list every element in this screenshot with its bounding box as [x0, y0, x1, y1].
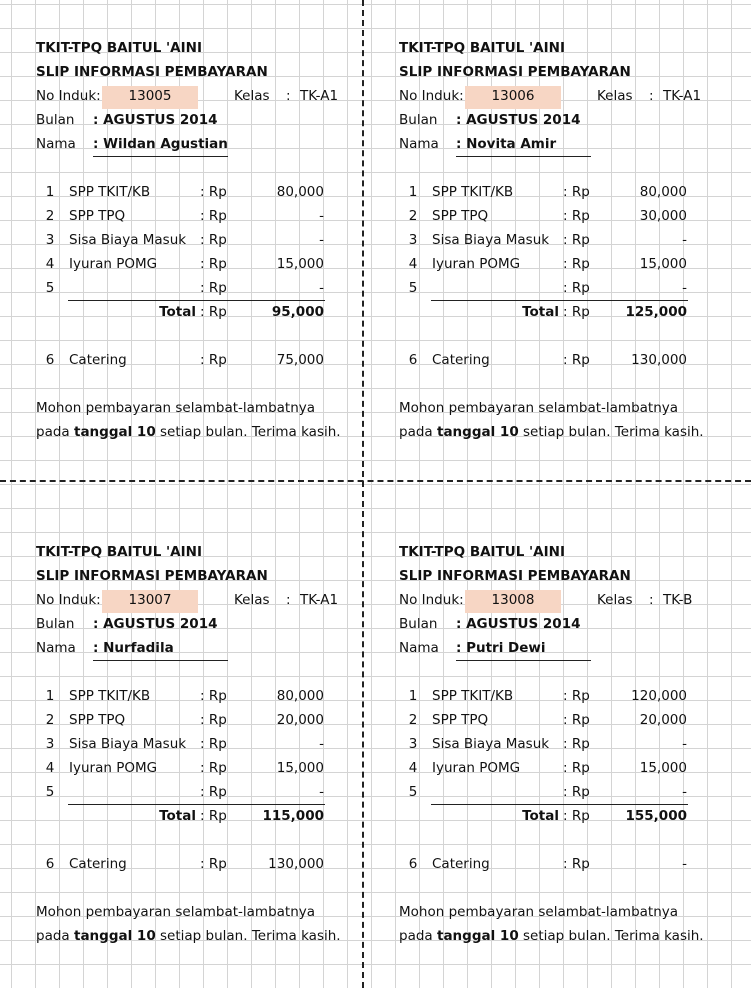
row-currency: : Rp: [200, 256, 227, 272]
row-amount: 15,000: [639, 256, 687, 272]
row-item: Sisa Biaya Masuk: [69, 736, 187, 752]
row-item: Iyuran POMG: [432, 760, 521, 776]
row-currency: : Rp: [563, 688, 590, 704]
row-currency: : Rp: [200, 736, 227, 752]
total-label: Total: [159, 304, 196, 320]
horizontal-cut-line: [0, 480, 751, 482]
slip-heading: SLIP INFORMASI PEMBAYARAN: [36, 64, 268, 80]
kelas-label: Kelas: [234, 592, 270, 608]
nama-label: Nama: [36, 136, 76, 152]
bulan-label: Bulan: [399, 616, 438, 632]
row-number: 3: [408, 232, 418, 248]
nama-underline: [456, 660, 591, 661]
row-currency: : Rp: [563, 736, 590, 752]
row-number: 1: [408, 688, 418, 704]
total-currency: : Rp: [563, 304, 590, 320]
row-amount: -: [319, 784, 324, 800]
row-number: 1: [45, 688, 55, 704]
row-currency: : Rp: [563, 184, 590, 200]
row-currency: : Rp: [200, 208, 227, 224]
total-amount: 115,000: [262, 808, 324, 824]
bulan-label: Bulan: [36, 616, 75, 632]
row-item: SPP TPQ: [69, 208, 126, 224]
row-item: Iyuran POMG: [432, 256, 521, 272]
row-number: 1: [408, 184, 418, 200]
note-pada: pada: [399, 424, 437, 440]
catering-currency: : Rp: [200, 352, 227, 368]
row-amount: -: [682, 784, 687, 800]
nama-underline: [93, 660, 228, 661]
catering-currency: : Rp: [200, 856, 227, 872]
catering-item: Catering: [432, 352, 490, 368]
row-amount: -: [319, 232, 324, 248]
row-number: 5: [45, 280, 55, 296]
row-number: 5: [45, 784, 55, 800]
catering-item: Catering: [432, 856, 490, 872]
bulan-value: : AGUSTUS 2014: [93, 616, 218, 632]
payment-note-line1: Mohon pembayaran selambat-lambatnya: [399, 904, 679, 920]
nama-value: : Putri Dewi: [456, 640, 546, 656]
catering-number: 6: [408, 856, 418, 872]
row-number: 4: [45, 256, 55, 272]
kelas-value: TK-B: [663, 592, 693, 608]
row-amount: 15,000: [639, 760, 687, 776]
row-currency: : Rp: [200, 280, 227, 296]
kelas-colon: :: [286, 88, 291, 104]
payment-note-line2: [36, 421, 341, 443]
note-thanks: setiap bulan. Terima kasih.: [518, 928, 704, 944]
row-number: 2: [408, 208, 418, 224]
row-item: Iyuran POMG: [69, 760, 158, 776]
row-number: 3: [45, 232, 55, 248]
no-induk-value: 13007: [128, 592, 172, 608]
payment-note-line2: [399, 421, 704, 443]
no-induk-value: 13005: [128, 88, 172, 104]
total-amount: 95,000: [271, 304, 324, 320]
slip-heading: SLIP INFORMASI PEMBAYARAN: [36, 568, 268, 584]
row-amount: -: [682, 736, 687, 752]
row-currency: : Rp: [200, 688, 227, 704]
nama-value: : Wildan Agustian: [93, 136, 228, 152]
school-name: TKIT-TPQ BAITUL 'AINI: [399, 544, 565, 560]
row-number: 1: [45, 184, 55, 200]
catering-amount: 75,000: [276, 352, 324, 368]
nama-value: : Novita Amir: [456, 136, 557, 152]
total-amount: 125,000: [625, 304, 687, 320]
catering-number: 6: [45, 856, 55, 872]
payment-note-line2: [399, 925, 704, 947]
nama-value: : Nurfadila: [93, 640, 174, 656]
note-pada: pada: [36, 928, 74, 944]
kelas-value: TK-A1: [300, 88, 339, 104]
payment-slip: [399, 518, 729, 968]
kelas-label: Kelas: [597, 88, 633, 104]
row-amount: 20,000: [639, 712, 687, 728]
row-number: 5: [408, 784, 418, 800]
row-amount: 15,000: [276, 256, 324, 272]
total-label: Total: [522, 304, 559, 320]
row-item: SPP TPQ: [432, 208, 489, 224]
total-currency: : Rp: [200, 808, 227, 824]
total-currency: : Rp: [200, 304, 227, 320]
catering-currency: : Rp: [563, 856, 590, 872]
row-amount: 15,000: [276, 760, 324, 776]
kelas-label: Kelas: [234, 88, 270, 104]
row-currency: : Rp: [563, 232, 590, 248]
row-currency: : Rp: [200, 784, 227, 800]
row-number: 2: [408, 712, 418, 728]
row-currency: : Rp: [563, 760, 590, 776]
slip-heading: SLIP INFORMASI PEMBAYARAN: [399, 568, 631, 584]
total-currency: : Rp: [563, 808, 590, 824]
kelas-colon: :: [286, 592, 291, 608]
school-name: TKIT-TPQ BAITUL 'AINI: [36, 40, 202, 56]
catering-item: Catering: [69, 856, 127, 872]
payment-note-line2: [36, 925, 341, 947]
no-induk-label: No Induk:: [399, 592, 464, 608]
row-number: 2: [45, 712, 55, 728]
row-item: SPP TKIT/KB: [69, 184, 151, 200]
row-currency: : Rp: [200, 760, 227, 776]
catering-amount: -: [682, 856, 687, 872]
total-label: Total: [522, 808, 559, 824]
row-number: 2: [45, 208, 55, 224]
catering-number: 6: [45, 352, 55, 368]
payment-slip: [36, 14, 366, 464]
bulan-label: Bulan: [36, 112, 75, 128]
row-item: SPP TKIT/KB: [432, 688, 514, 704]
row-currency: : Rp: [563, 280, 590, 296]
total-amount: 155,000: [625, 808, 687, 824]
bulan-label: Bulan: [399, 112, 438, 128]
row-currency: : Rp: [563, 208, 590, 224]
bulan-value: : AGUSTUS 2014: [93, 112, 218, 128]
note-due-date: tanggal 10: [436, 424, 519, 440]
row-currency: : Rp: [563, 256, 590, 272]
catering-currency: : Rp: [563, 352, 590, 368]
note-thanks: setiap bulan. Terima kasih.: [518, 424, 704, 440]
row-amount: 80,000: [639, 184, 687, 200]
row-amount: 20,000: [276, 712, 324, 728]
kelas-label: Kelas: [597, 592, 633, 608]
no-induk-value: 13006: [491, 88, 535, 104]
row-item: Sisa Biaya Masuk: [432, 232, 550, 248]
note-due-date: tanggal 10: [436, 928, 519, 944]
kelas-value: TK-A1: [663, 88, 702, 104]
note-thanks: setiap bulan. Terima kasih.: [155, 928, 341, 944]
row-number: 4: [45, 760, 55, 776]
row-amount: 80,000: [276, 688, 324, 704]
row-currency: : Rp: [200, 232, 227, 248]
row-amount: -: [682, 232, 687, 248]
note-pada: pada: [399, 928, 437, 944]
row-amount: -: [319, 736, 324, 752]
bulan-value: : AGUSTUS 2014: [456, 112, 581, 128]
row-amount: -: [682, 280, 687, 296]
payment-slip: [36, 518, 366, 968]
row-item: Sisa Biaya Masuk: [69, 232, 187, 248]
row-number: 3: [408, 736, 418, 752]
catering-number: 6: [408, 352, 418, 368]
row-number: 4: [408, 760, 418, 776]
payment-note-line1: Mohon pembayaran selambat-lambatnya: [36, 904, 316, 920]
payment-note-line1: Mohon pembayaran selambat-lambatnya: [399, 400, 679, 416]
no-induk-label: No Induk:: [399, 88, 464, 104]
payment-slip: [399, 14, 729, 464]
slip-heading: SLIP INFORMASI PEMBAYARAN: [399, 64, 631, 80]
catering-amount: 130,000: [268, 856, 324, 872]
nama-label: Nama: [399, 640, 439, 656]
row-amount: 80,000: [276, 184, 324, 200]
nama-label: Nama: [36, 640, 76, 656]
row-item: SPP TPQ: [432, 712, 489, 728]
row-currency: : Rp: [563, 712, 590, 728]
row-amount: -: [319, 208, 324, 224]
nama-label: Nama: [399, 136, 439, 152]
row-currency: : Rp: [200, 184, 227, 200]
row-item: SPP TPQ: [69, 712, 126, 728]
note-pada: pada: [36, 424, 74, 440]
school-name: TKIT-TPQ BAITUL 'AINI: [36, 544, 202, 560]
catering-item: Catering: [69, 352, 127, 368]
school-name: TKIT-TPQ BAITUL 'AINI: [399, 40, 565, 56]
bulan-value: : AGUSTUS 2014: [456, 616, 581, 632]
no-induk-label: No Induk:: [36, 88, 101, 104]
total-label: Total: [159, 808, 196, 824]
row-number: 3: [45, 736, 55, 752]
row-number: 5: [408, 280, 418, 296]
nama-underline: [456, 156, 591, 157]
row-item: Sisa Biaya Masuk: [432, 736, 550, 752]
row-amount: 30,000: [639, 208, 687, 224]
note-due-date: tanggal 10: [73, 424, 156, 440]
kelas-colon: :: [649, 88, 654, 104]
nama-underline: [93, 156, 228, 157]
catering-amount: 130,000: [631, 352, 687, 368]
row-item: SPP TKIT/KB: [432, 184, 514, 200]
note-due-date: tanggal 10: [73, 928, 156, 944]
row-currency: : Rp: [200, 712, 227, 728]
row-currency: : Rp: [563, 784, 590, 800]
row-item: Iyuran POMG: [69, 256, 158, 272]
no-induk-label: No Induk:: [36, 592, 101, 608]
row-number: 4: [408, 256, 418, 272]
kelas-value: TK-A1: [300, 592, 339, 608]
row-amount: 120,000: [631, 688, 687, 704]
no-induk-value: 13008: [491, 592, 535, 608]
payment-note-line1: Mohon pembayaran selambat-lambatnya: [36, 400, 316, 416]
note-thanks: setiap bulan. Terima kasih.: [155, 424, 341, 440]
kelas-colon: :: [649, 592, 654, 608]
row-item: SPP TKIT/KB: [69, 688, 151, 704]
row-amount: -: [319, 280, 324, 296]
